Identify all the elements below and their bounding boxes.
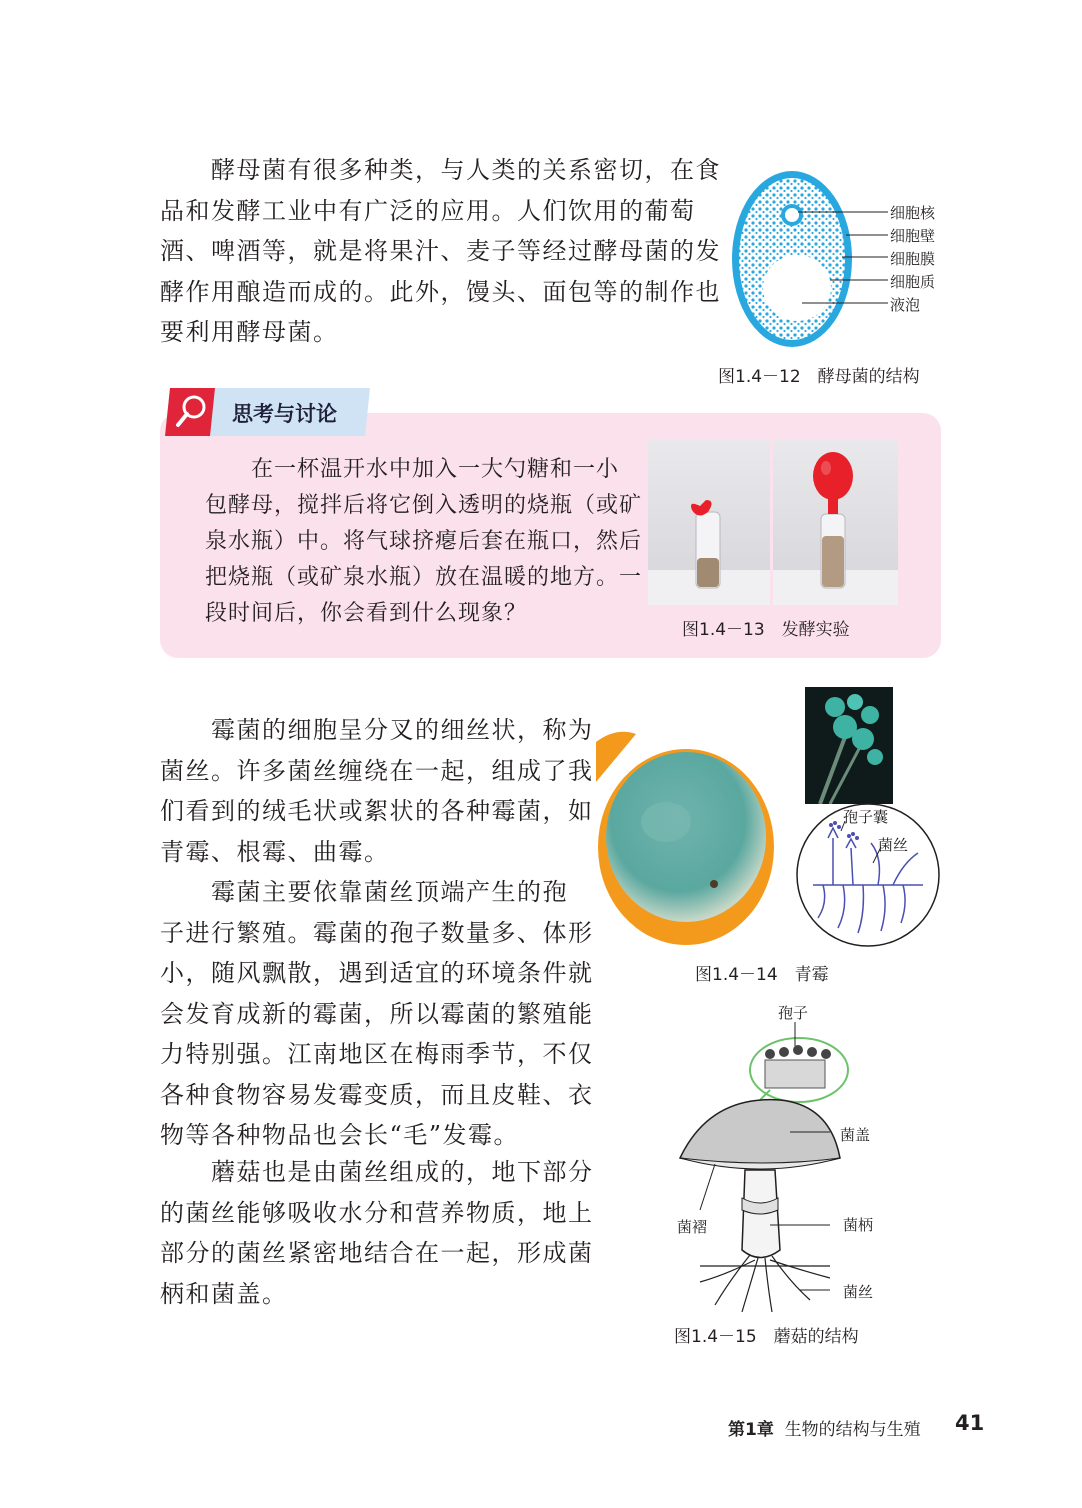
label-mushroom-hyphae: 菌丝	[843, 1283, 874, 1301]
think-line: 段时间后，你会看到什么现象？	[205, 601, 528, 626]
mold-line: 会发育成新的霉菌，所以霉菌的繁殖能	[160, 999, 594, 1028]
chapter-number: 第1章	[728, 1420, 774, 1440]
mushroom-diagram	[670, 1020, 870, 1320]
think-discuss-title: 思考与讨论	[232, 402, 337, 426]
yeast-line: 酵母菌有很多种类，与人类的关系密切，在食	[160, 156, 721, 184]
mushroom-line: 蘑菇也是由菌丝组成的，地下部分	[160, 1158, 594, 1186]
mold-line: 霉菌的细胞呈分叉的细丝状，称为	[160, 716, 594, 744]
label-penicillium-hyphae: 菌丝	[878, 836, 909, 854]
think-discuss-text	[205, 452, 642, 632]
mold-line: 子进行繁殖。霉菌的孢子数量多、体形	[160, 918, 594, 947]
label-cytoplasm: 细胞质	[890, 273, 936, 291]
label-cell-wall: 细胞壁	[890, 227, 936, 245]
yeast-vacuole	[763, 255, 831, 321]
mold-line: 各种食物容易发霉变质，而且皮鞋、衣	[160, 1080, 594, 1109]
figure-caption-mushroom: 图1.4－15 蘑菇的结构	[674, 1327, 859, 1347]
balloon-inflated	[813, 452, 853, 500]
mold-paragraph-2	[160, 872, 594, 1156]
label-stalk: 菌柄	[843, 1216, 874, 1234]
yeast-line: 要利用酵母菌。	[160, 318, 339, 346]
penicillium-micrograph	[805, 687, 893, 804]
mushroom-line: 柄和菌盖。	[160, 1279, 288, 1308]
mushroom-cap	[680, 1100, 840, 1167]
label-nucleus: 细胞核	[890, 204, 936, 222]
yeast-paragraph	[160, 150, 721, 353]
mold-line: 力特别强。江南地区在梅雨季节，不仅	[160, 1040, 594, 1068]
think-line: 包酵母，搅拌后将它倒入透明的烧瓶（或矿	[205, 493, 643, 518]
mold-line: 菌丝。许多菌丝缠绕在一起，组成了我	[160, 756, 594, 785]
label-cell-membrane: 细胞膜	[890, 250, 936, 268]
chapter-title: 生物的结构与生殖	[784, 1420, 921, 1440]
figure-caption-yeast: 图1.4－12 酵母菌的结构	[718, 367, 920, 387]
yeast-line: 酒、啤酒等，就是将果汁、麦子等经过酵母菌的发	[160, 237, 721, 265]
yeast-line: 酵作用酿造而成的。此外，馒头、面包等的制作也	[160, 277, 721, 306]
fermentation-photos	[648, 440, 898, 605]
yeast-line: 品和发酵工业中有广泛的应用。人们饮用的葡萄	[160, 196, 696, 225]
mold-line: 霉菌主要依靠菌丝顶端产生的孢	[160, 878, 568, 906]
think-line: 把烧瓶（或矿泉水瓶）放在温暖的地方。一	[205, 565, 643, 590]
mold-paragraph-1	[160, 710, 594, 872]
think-line: 在一杯温开水中加入一大勺糖和一小	[205, 457, 620, 482]
page-number: 41	[955, 1411, 985, 1435]
mold-line: 们看到的绒毛状或絮状的各种霉菌，如	[160, 797, 594, 825]
mushroom-line: 的菌丝能够吸收水分和营养物质，地上	[160, 1198, 594, 1227]
mold-line: 物等各种物品也会长“毛”发霉。	[160, 1121, 520, 1149]
mold-paragraph-3	[160, 1152, 594, 1314]
mold-line: 小，随风飘散，遇到适宜的环境条件就	[160, 959, 594, 987]
mold-line: 青霉、根霉、曲霉。	[160, 837, 390, 866]
label-vacuole: 液泡	[890, 296, 921, 314]
mushroom-hyphae	[700, 1255, 830, 1312]
footer-chapter	[728, 1415, 921, 1440]
yeast-nucleus	[783, 206, 801, 224]
think-line: 泉水瓶）中。将气球挤瘪后套在瓶口，然后	[205, 529, 643, 554]
label-sporangium: 孢子囊	[843, 808, 889, 826]
figure-caption-fermentation: 图1.4－13 发酵实验	[682, 620, 850, 640]
figure-caption-penicillium: 图1.4－14 青霉	[695, 965, 829, 985]
label-cap: 菌盖	[840, 1126, 871, 1144]
moldy-orange-photo	[596, 722, 776, 947]
mushroom-line: 部分的菌丝紧密地结合在一起，形成菌	[160, 1239, 594, 1267]
label-spore: 孢子	[778, 1004, 809, 1022]
magnifier-icon	[174, 392, 210, 430]
label-gills: 菌褶	[677, 1218, 708, 1236]
